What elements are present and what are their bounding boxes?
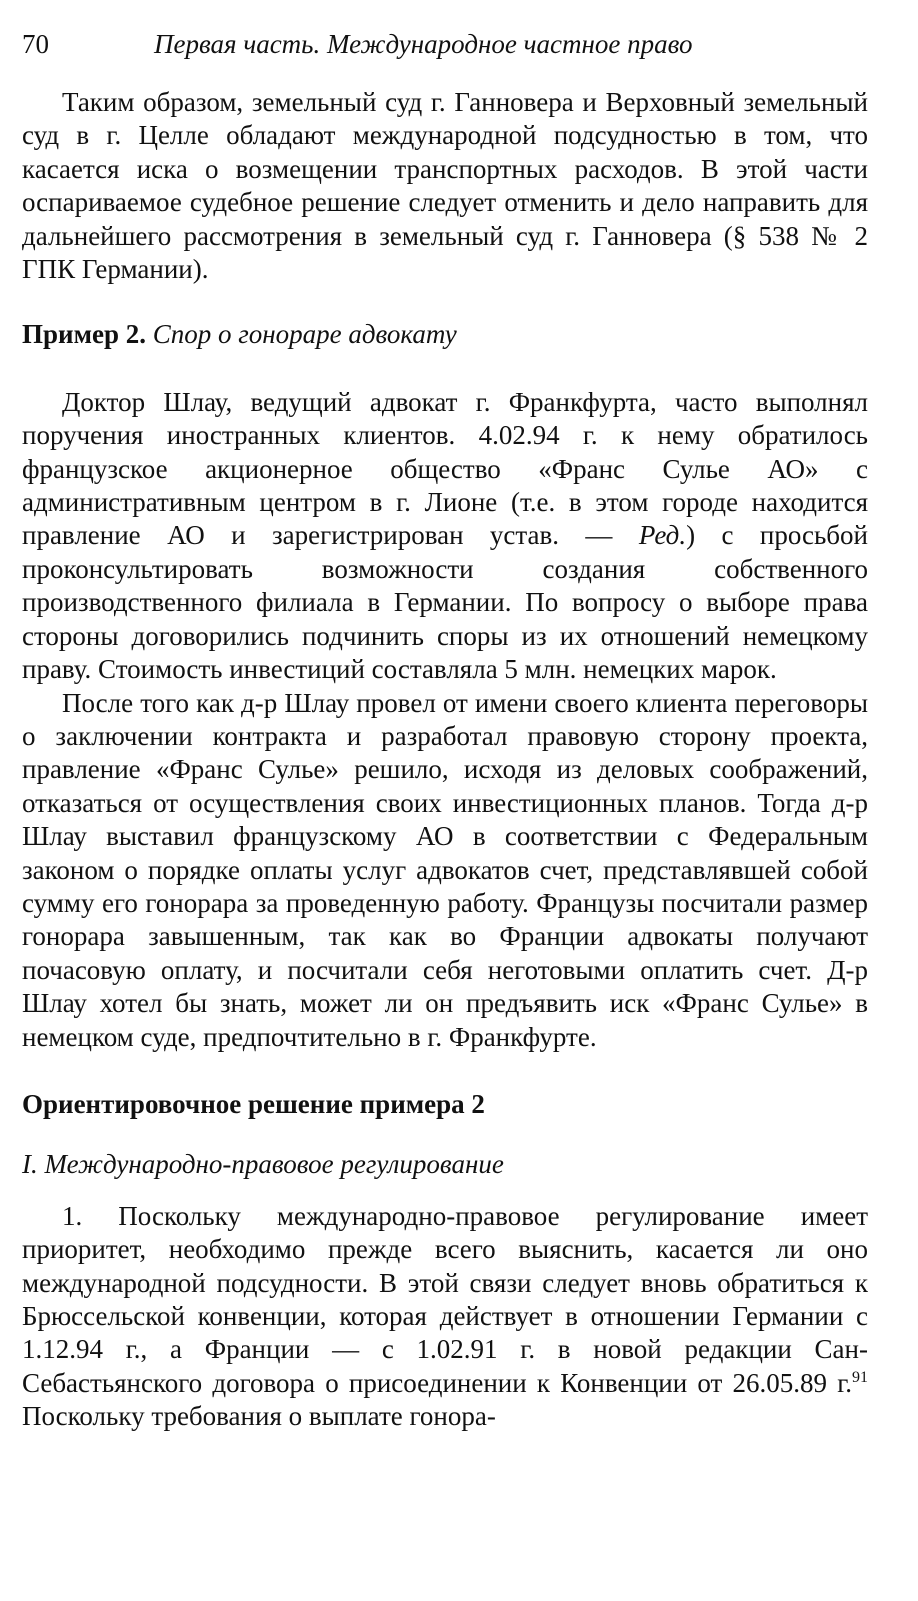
- paragraph-conclusion: Таким образом, земельный суд г. Ганновера и Верховный земельный суд в г. Целле обладают международной подсудностью в том, что касается иска о возмещении транспортных расходов. В этой части оспариваемое судебное решение следует отменить и дело направить для дальнейшего рассмотрения в земельный суд г. Ганновера (§ 538 № 2 ГПК Германии).: [22, 87, 868, 285]
- solution-heading: Ориентировочное решение примера 2: [22, 1088, 485, 1119]
- paragraph-case-facts: [22, 386, 868, 687]
- section-1-heading: I. Международно-правовое регулирование: [22, 1149, 504, 1180]
- example-2-title: Спор о гонораре адвокату: [152, 319, 457, 350]
- book-page: [22, 26, 868, 1434]
- editor-note: Ред.: [638, 520, 687, 551]
- page-header: [22, 26, 868, 66]
- paragraph-dispute: После того как д-р Шлау провел от имени своего клиента переговоры о заключении контракта и разработал правовую сторону проекта, правление «Франс Сулье» решило, исходя из деловых соображений, отказаться от осуществления своих инвестиционных планов. Тогда д-р Шлау выставил французскому АО в соответствии с Федеральным законом о порядке оплаты услуг адвокатов счет, представлявшей собой сумму его гонорара за проведенную работу. Французы посчитали размер гонорара завышенным, так как во Франции адвокаты получают почасовую оплату, и посчитали себя неготовыми оплатить счет. Д-р Шлау хотел бы знать, может ли он предъявить иск «Франс Сулье» в немецком суде, предпочтительно в г. Франкфурте.: [22, 687, 868, 1052]
- case-facts-continued: ) с просьбой проконсультировать возможности создания собственного производственного филиала в Германии. По вопросу о выборе права стороны договорились подчинить споры из их отношений немецкому праву. Стоимость инвестиций составляла 5 млн. немецких марок.: [22, 520, 868, 685]
- regulation-text: 1. Поскольку международно-правовое регулирование имеет приоритет, необходимо прежде всего выяснить, касается ли оно международной подсудности. В этой связи следует вновь обратиться к Брюссельской конвенции, которая действует в отношении Германии с 1.12.94 г., а Франции — с 1.02.91 г. в новой редакции Сан-Себастьянского договора о присоединении к Конвенции от 26.05.89 г.: [22, 1200, 868, 1398]
- paragraph-regulation: [22, 1200, 868, 1434]
- case-facts-text: Доктор Шлау, ведущий адвокат г. Франкфурта, часто выполнял поручения иностранных клиентов. 4.02.94 г. к нему обратилось французское акционерное общество «Франс Сулье АО» с административным центром в г. Лионе (т.е. в этом городе находится правление АО и зарегистрирован устав. —: [22, 386, 868, 551]
- running-head: Первая часть. Международное частное право: [154, 29, 693, 59]
- page-number: 70: [22, 29, 49, 59]
- example-2-heading: [22, 318, 868, 351]
- regulation-continued: Поскольку требования о выплате гонора-: [22, 1401, 496, 1432]
- footnote-ref: 91: [852, 1368, 868, 1386]
- example-2-label: Пример 2.: [22, 319, 146, 350]
